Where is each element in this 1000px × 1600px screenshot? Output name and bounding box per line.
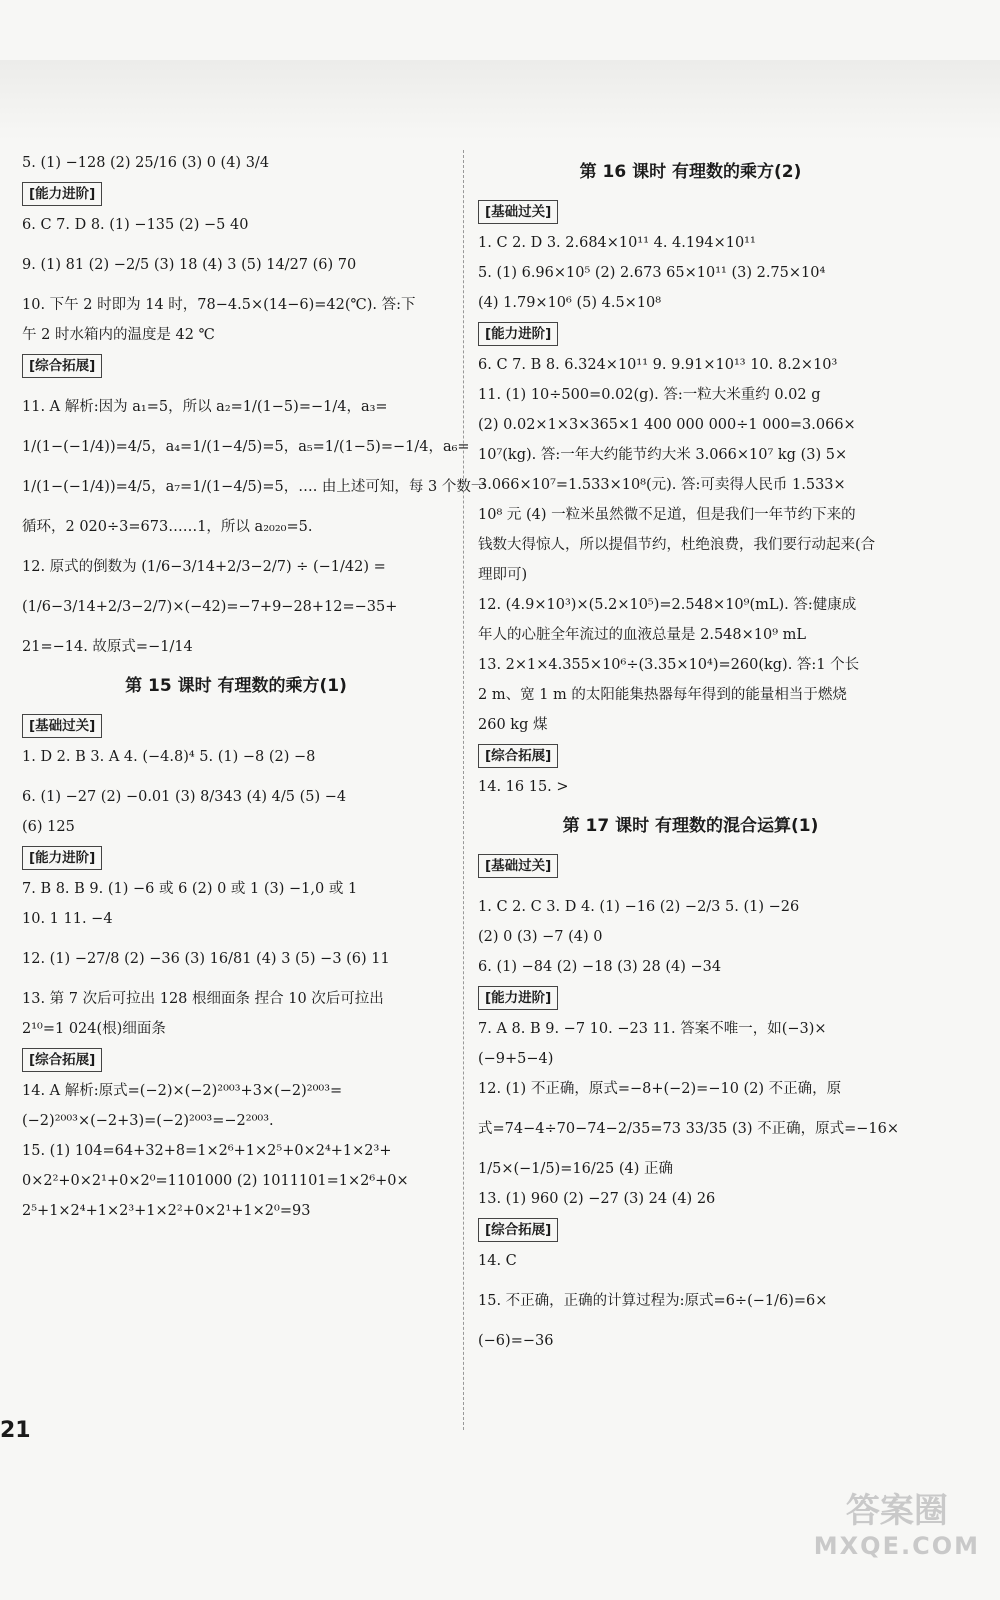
answer-line: 9. (1) 81 (2) −2/5 (3) 18 (4) 3 (5) 14/27 (6) 70 bbox=[22, 257, 357, 273]
section-label: [能力进阶] bbox=[478, 322, 558, 346]
answer-line: 循环，2 020÷3=673……1，所以 a₂₀₂₀=5. bbox=[22, 519, 313, 535]
section-label: [综合拓展] bbox=[22, 1048, 102, 1072]
answer-line: 1. C 2. D 3. 2.684×10¹¹ 4. 4.194×10¹¹ bbox=[478, 235, 756, 251]
answer-line: 理即可) bbox=[478, 567, 528, 583]
watermark-text: 答案圈 bbox=[845, 1491, 948, 1531]
section-label: [综合拓展] bbox=[22, 354, 102, 378]
answer-line: 14. A 解析:原式=(−2)×(−2)²⁰⁰³+3×(−2)²⁰⁰³= bbox=[22, 1083, 343, 1099]
answer-line: 14. 16 15. > bbox=[478, 779, 569, 795]
answer-line: (6) 125 bbox=[22, 819, 75, 835]
answer-line: 5. (1) 6.96×10⁵ (2) 2.673 65×10¹¹ (3) 2.75×10⁴ bbox=[478, 265, 826, 281]
answer-line: 式=74−4÷70−74−2/35=73 33/35 (3) 不正确，原式=−16× bbox=[478, 1121, 900, 1137]
answer-line: 2⁵+1×2⁴+1×2³+1×2²+0×2¹+1×2⁰=93 bbox=[22, 1203, 311, 1219]
answer-line: 2 m、宽 1 m 的太阳能集热器每年得到的能量相当于燃烧 bbox=[478, 687, 847, 703]
answer-line: 13. 2×1×4.355×10⁶÷(3.35×10⁴)=260(kg). 答:1 个长 bbox=[478, 657, 860, 673]
answer-line: (2) 0.02×1×3×365×1 400 000 000÷1 000=3.066× bbox=[478, 417, 856, 433]
column-divider bbox=[463, 150, 464, 1430]
answer-line: 10. 1 11. −4 bbox=[22, 911, 113, 927]
section-label: [能力进阶] bbox=[22, 182, 102, 206]
answer-line: 11. A 解析:因为 a₁=5，所以 a₂=1/(1−5)=−1/4，a₃= bbox=[22, 399, 388, 415]
answer-line: 260 kg 煤 bbox=[478, 717, 548, 733]
answer-line: 13. (1) 960 (2) −27 (3) 24 (4) 26 bbox=[478, 1191, 716, 1207]
answer-line: (4) 1.79×10⁶ (5) 4.5×10⁸ bbox=[478, 295, 662, 311]
answer-line: 7. A 8. B 9. −7 10. −23 11. 答案不唯一，如(−3)× bbox=[478, 1021, 827, 1037]
answer-line: 12. 原式的倒数为 (1/6−3/14+2/3−2/7) ÷ (−1/42) = bbox=[22, 559, 386, 575]
answer-line: (−2)²⁰⁰³×(−2+3)=(−2)²⁰⁰³=−2²⁰⁰³. bbox=[22, 1113, 274, 1129]
answer-line: 1/(1−(−1/4))=4/5，a₇=1/(1−4/5)=5，…. 由上述可知，每 3 个数一 bbox=[22, 479, 486, 495]
answer-line: 午 2 时水箱内的温度是 42 ℃ bbox=[22, 327, 215, 343]
lesson-title: 第 17 课时 有理数的混合运算(1) bbox=[562, 816, 819, 836]
answer-line: 12. (1) 不正确，原式=−8+(−2)=−10 (2) 不正确，原 bbox=[478, 1081, 842, 1097]
answer-line: 7. B 8. B 9. (1) −6 或 6 (2) 0 或 1 (3) −1,0 或 1 bbox=[22, 881, 358, 897]
answer-line: 1/5×(−1/5)=16/25 (4) 正确 bbox=[478, 1161, 673, 1177]
section-label: [综合拓展] bbox=[478, 744, 558, 768]
answer-line: 15. 不正确，正确的计算过程为:原式=6÷(−1/6)=6× bbox=[478, 1293, 828, 1309]
answer-line: (1/6−3/14+2/3−2/7)×(−42)=−7+9−28+12=−35+ bbox=[22, 599, 398, 615]
answer-line: 1/(1−(−1/4))=4/5，a₄=1/(1−4/5)=5，a₅=1/(1−5)=−1/4，a₆= bbox=[22, 439, 470, 455]
answer-line: (−9+5−4) bbox=[478, 1051, 554, 1067]
answer-line: 14. C bbox=[478, 1253, 517, 1269]
answer-line: 6. (1) −27 (2) −0.01 (3) 8/343 (4) 4/5 (5) −4 bbox=[22, 789, 347, 805]
answer-line: 13. 第 7 次后可拉出 128 根细面条 捏合 10 次后可拉出 bbox=[22, 991, 384, 1007]
right-column bbox=[478, 148, 903, 1356]
answer-line: 6. C 7. B 8. 6.324×10¹¹ 9. 9.91×10¹³ 10. 8.2×10³ bbox=[478, 357, 838, 373]
answer-line: 0×2²+0×2¹+0×2⁰=1101000 (2) 1011101=1×2⁶+0× bbox=[22, 1173, 409, 1189]
section-label: [基础过关] bbox=[22, 714, 102, 738]
answer-line: 12. (1) −27/8 (2) −36 (3) 16/81 (4) 3 (5) −3 (6) 11 bbox=[22, 951, 390, 967]
section-label: [基础过关] bbox=[478, 200, 558, 224]
page-number: 21 bbox=[0, 1418, 31, 1443]
answer-line: 1. D 2. B 3. A 4. (−4.8)⁴ 5. (1) −8 (2) −8 bbox=[22, 749, 316, 765]
watermark-url: MXQE.COM bbox=[813, 1532, 980, 1560]
section-label: [基础过关] bbox=[478, 854, 558, 878]
section-label: [能力进阶] bbox=[22, 846, 102, 870]
lesson-title: 第 16 课时 有理数的乘方(2) bbox=[579, 162, 802, 182]
lesson-title: 第 15 课时 有理数的乘方(1) bbox=[125, 676, 347, 696]
answer-line: 6. (1) −84 (2) −18 (3) 28 (4) −34 bbox=[478, 959, 722, 975]
answer-line: (2) 0 (3) −7 (4) 0 bbox=[478, 929, 603, 945]
answer-line: 12. (4.9×10³)×(5.2×10⁵)=2.548×10⁹(mL). 答:健康成 bbox=[478, 597, 857, 613]
page-top-shade bbox=[0, 60, 1000, 140]
answer-line: 10⁷(kg). 答:一年大约能节约大米 3.066×10⁷ kg (3) 5× bbox=[478, 447, 848, 463]
answer-line: (−6)=−36 bbox=[478, 1333, 554, 1349]
answer-line: 钱数大得惊人，所以提倡节约，杜绝浪费，我们要行动起来(合 bbox=[478, 537, 876, 553]
answer-line: 10⁸ 元 (4) 一粒米虽然微不足道，但是我们一年节约下来的 bbox=[478, 507, 856, 523]
answer-line: 11. (1) 10÷500=0.02(g). 答:一粒大米重约 0.02 g bbox=[478, 387, 821, 403]
section-label: [综合拓展] bbox=[478, 1218, 558, 1242]
watermark-logo bbox=[814, 1483, 980, 1560]
answer-line: 6. C 7. D 8. (1) −135 (2) −5 40 bbox=[22, 217, 249, 233]
answer-line: 21=−14. 故原式=−1/14 bbox=[22, 639, 193, 655]
answer-line: 年人的心脏全年流过的血液总量是 2.548×10⁹ mL bbox=[478, 627, 807, 643]
section-label: [能力进阶] bbox=[478, 986, 558, 1010]
answer-line: 1. C 2. C 3. D 4. (1) −16 (2) −2/3 5. (1) −26 bbox=[478, 899, 800, 915]
answer-line: 10. 下午 2 时即为 14 时，78−4.5×(14−6)=42(℃). 答:下 bbox=[22, 297, 416, 313]
answer-line: 2¹⁰=1 024(根)细面条 bbox=[22, 1021, 166, 1037]
answer-line: 15. (1) 104=64+32+8=1×2⁶+1×2⁵+0×2⁴+1×2³+ bbox=[22, 1143, 392, 1159]
answer-line: 5. (1) −128 (2) 25/16 (3) 0 (4) 3/4 bbox=[22, 155, 270, 171]
left-column bbox=[22, 148, 486, 1226]
answer-line: 3.066×10⁷=1.533×10⁸(元). 答:可卖得人民币 1.533× bbox=[478, 477, 846, 493]
